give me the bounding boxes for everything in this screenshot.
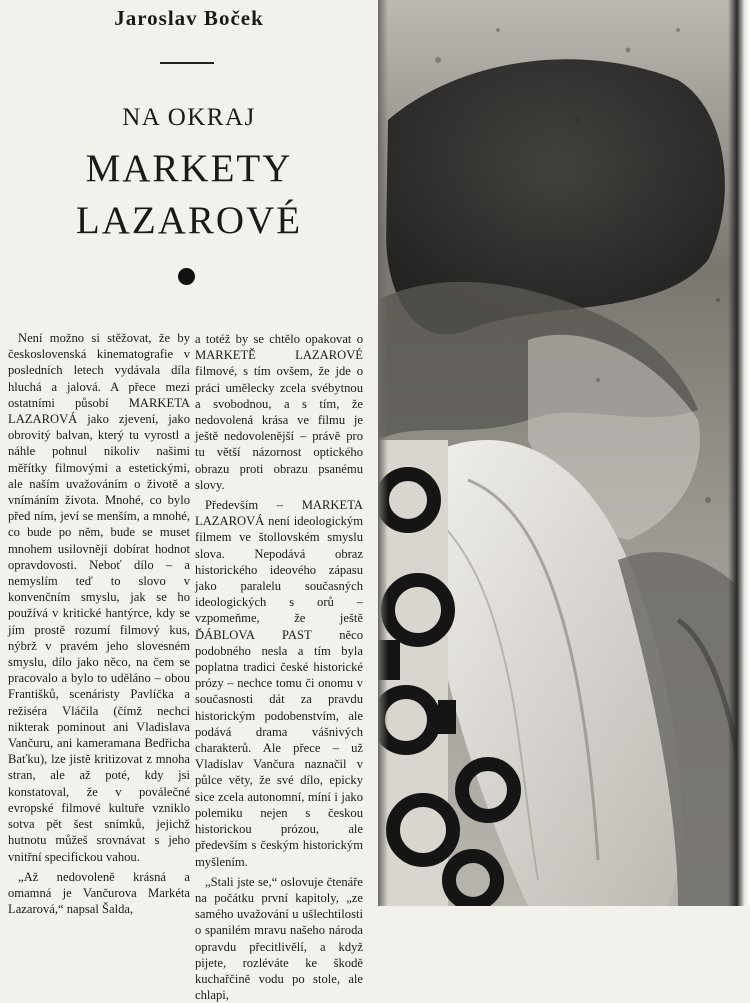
paragraph: „Stali jste se,“ oslovuje čtenáře na počátku první kapitoly, „ze samého uvažování u ušlechtilosti o spanilém mravu našeho národa opravdu přecitlivělí, a když pijete, rozléváte ke škodě kuchařčině vodu po stole, ale chlapi, bbox=[195, 874, 363, 1003]
article-title-main bbox=[0, 143, 378, 247]
page-gutter bbox=[728, 0, 750, 906]
article-title-line2: MARKETY bbox=[85, 147, 293, 190]
article-title-line1: NA OKRAJ bbox=[122, 104, 256, 131]
article-title-line3: LAZAROVÉ bbox=[75, 199, 303, 242]
photo-illustration bbox=[378, 0, 750, 906]
film-still-photo bbox=[378, 0, 750, 906]
paragraph: „Až nedovoleně krásná a omamná je Vančurova Markéta Lazarová,“ napsal Šalda, bbox=[8, 869, 190, 917]
text-column-2 bbox=[195, 331, 363, 1003]
title-divider bbox=[160, 62, 214, 64]
paragraph: Není možno si stěžovat, že by československá kinematografie v posledních letech vydávala díla hluchá a jalová. A přece mezi ostatními působí MARKETA LAZAROVÁ jako zjevení, jako obrovitý balvan, který tu vyrostl a náhle pohnul nikoliv našimi měřítky filmovými a estetickými, ale naším uvažováním o životě a vnímáním života. Mnohé, co bylo před ním, jeví se menším, a mnohé, co bude po něm, bude se muset mnohem usilovněji dobírat hodnot opravdovosti. Neboť dílo – a nemyslím teď to slovo v konvenčním smyslu, jak se ho používá v kritické hantýrce, kdy se jím prostě rozumí filmový kus, nýbrž v pravém jeho slovesném smyslu, dílo jako něco, na čem se pracovalo a bylo to uděláno – obou Františků, scenáristy Pavlíčka a režiséra Vláčila (čímž nechci nikterak pominout ani Vladislava Vančuru, ani kameramana Bedřicha Baťku), lze jistě kritizovat z mnoha stran, ale až poté, kdy jsi konstatoval, že v poválečné evropské filmové kultuře vzniklo sotva pět šest snímků, jejichž hutnotu můžeš srovnávat s jeho vnitřní specifickou vahou. bbox=[8, 331, 190, 864]
paragraph: Především – MARKETA LAZAROVÁ není ideologickým filmem ve štollovském smyslu slova. Nepodává obraz historického ideového zápasu jako paralelu současných ideologických s orů – vzpomeňme, že ještě ĎÁBLOVA PAST něco podobného nesla a tím byla poplatna tradici české historické prózy – nechce tomu či onomu v současnosti dát za pravdu historickým podobenstvím, ale podává drama vášnivých charakterů. Ale přece – už Vladislav Vančura naznačil v půlce věty, že své dílo, epicky sice zcela autonomní, míní i jako polemiku nejen s českou historickou prózou, ale především s českým historickým myšlením. bbox=[195, 498, 363, 869]
photo-edge-shadow bbox=[378, 0, 388, 906]
paragraph: a totéž by se chtělo opakovat o MARKETĚ LAZAROVÉ filmové, s tím ovšem, že jde o práci umělecky zcela svébytnou a svobodnou, a s tím, že nedovolená krása ve filmu je ještě nedovolenější – právě pro tu větší názornost optického obrazu proti obrazu psanému slovy. bbox=[195, 332, 363, 492]
ornament-dot bbox=[178, 268, 195, 285]
article-author: Jaroslav Boček bbox=[114, 6, 264, 30]
text-column-1 bbox=[8, 330, 190, 917]
